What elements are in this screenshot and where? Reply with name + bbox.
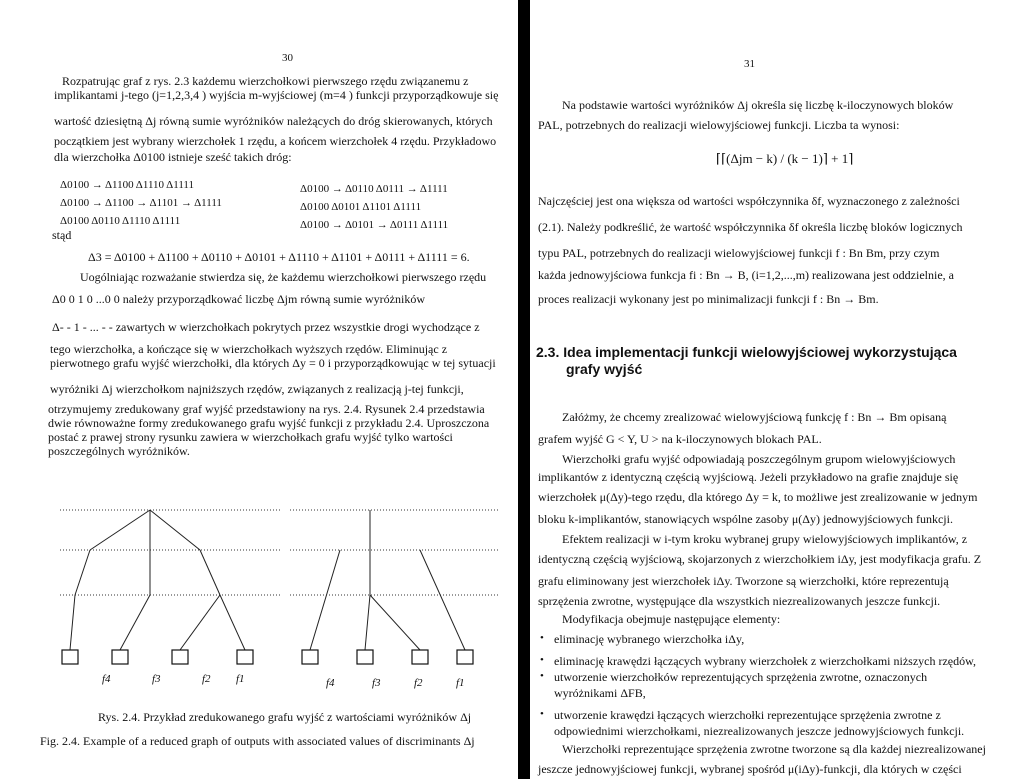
- right-line: każda jednowyjściowa funkcja fi : Bn → B, (i=1,2,...,m) realizowana jest oddzielnie, a: [538, 268, 954, 282]
- right-line: typu PAL, potrzebnych do realizacji wielowyjściowej funkcji f : Bn Bm, przy czym: [538, 246, 940, 260]
- right-line: identyczną częścią wyjściową, skojarzonych z wierzchołkiem iΔy, jest modyfikacja grafu. Z: [538, 552, 982, 566]
- left-paragraph2-line: tego wierzchołka, a kończące się w wierzchołkach wyższych rzędów. Eliminując z: [50, 342, 448, 356]
- reduced-graph-figure: [0, 480, 530, 700]
- page-number-right: 31: [744, 58, 755, 70]
- left-paragraph-line: Rozpatrując graf z rys. 2.3 każdemu wierzchołkowi pierwszego rzędu związanemu z: [62, 74, 469, 88]
- path-left-1: Δ0100 → Δ1100 Δ1110 Δ1111: [60, 179, 195, 191]
- bullet-icon: •: [540, 708, 544, 720]
- right-line: Najczęściej jest ona większa od wartości współczynnika δf, wyznaczonego z zależności: [538, 194, 960, 208]
- stad-label: stąd: [52, 228, 72, 242]
- right-page: [530, 0, 1024, 779]
- bullet-item: utworzenie wierzchołków reprezentujących sprzężenia zwrotne, oznaczonych: [554, 670, 928, 684]
- left-paragraph-line: początkiem jest wybrany wierzchołek 1 rzędu, a końcem wierzchołek 4 rzędu. Przykładowo: [54, 134, 497, 148]
- page-number-left: 30: [282, 52, 293, 64]
- figure-caption-pl: Rys. 2.4. Przykład zredukowanego grafu wyjść z wartościami wyróżników Δj: [98, 710, 472, 724]
- fig-label-f3-left: f3: [152, 673, 161, 685]
- left-paragraph2-line: otrzymujemy zredukowany graf wyjść przedstawiony na rys. 2.4. Rysunek 2.4 przedstawia: [48, 402, 485, 416]
- left-paragraph-line: implikantami j-tego (j=1,2,3,4 ) wyjścia m-wyjściowej (m=4 ) funkcji przyporządkowuje się: [54, 88, 499, 102]
- right-line: proces realizacji wykonany jest po minimalizacji funkcji f : Bn → Bm.: [538, 292, 879, 306]
- bullet-item: eliminację krawędzi łączących wybrany wierzchołek z wierzchołkami niższych rzędów,: [554, 654, 977, 668]
- fig-label-f2-right: f2: [414, 677, 423, 689]
- left-paragraph2-line: dwie równoważne formy zredukowanego grafu wyjść funkcji z przykładu 2.4. Uproszczona: [48, 416, 490, 430]
- left-paragraph2-line: pierwotnego grafu wyjść wierzchołki, dla których Δy = 0 i przyporządkowując w tej sytuacji: [50, 356, 496, 370]
- right-line: Wierzchołki grafu wyjść odpowiadają poszczególnym grupom wielowyjściowych: [562, 452, 956, 466]
- right-line: Wierzchołki reprezentujące sprzężenia zwrotne tworzone są dla każdej niezrealizowanej: [562, 742, 986, 756]
- delta3-equation: Δ3 = Δ0100 + Δ1100 + Δ0110 + Δ0101 + Δ1110 + Δ1101 + Δ0111 + Δ1111 = 6.: [88, 250, 470, 264]
- path-right-3: Δ0100 → Δ0101 → Δ0111 Δ1111: [300, 219, 449, 231]
- right-line: PAL, potrzebnych do realizacji wielowyjściowej funkcji. Liczba ta wynosi:: [538, 118, 900, 132]
- left-paragraph2-line: poszczególnych wyróżników.: [48, 444, 190, 458]
- right-line: sprzężenia zwrotne, występujące dla wszystkich niezrealizowanych jeszcze funkcji.: [538, 594, 941, 608]
- bullet-item: eliminację wybranego wierzchołka iΔy,: [554, 632, 745, 646]
- bullet-item: utworzenie krawędzi łączących wierzchołki reprezentujące sprzężenia zwrotne z: [554, 708, 941, 722]
- path-left-2: Δ0100 → Δ1100 → Δ1101 → Δ1111: [60, 197, 222, 209]
- right-line: bloku k-implikantów, stanowiących wspólne zasoby μ(Δy) jednowyjściowych funkcji.: [538, 512, 953, 526]
- left-paragraph2-line: Uogólniając rozważanie stwierdza się, że każdemu wierzchołkowi pierwszego rzędu: [80, 270, 487, 284]
- fig-label-f1-right: f1: [456, 677, 465, 689]
- bullet-item-cont: odpowiednimi wierzchołkami, niezrealizowanych jeszcze jednowyjściowych funkcji.: [554, 724, 965, 738]
- right-line: jeszcze jednowyjściowej funkcji, wybranej spośród μ(iΔy)-funkcji, dla których w części: [538, 762, 962, 776]
- section-heading: 2.3. Idea implementacji funkcji wielowyjściowej wykorzystująca: [536, 344, 957, 360]
- right-line: Na podstawie wartości wyróżników Δj określa się liczbę k-iloczynowych bloków: [562, 98, 954, 112]
- right-line: Załóżmy, że chcemy zrealizować wielowyjściową funkcję f : Bn → Bm opisaną: [562, 410, 947, 424]
- right-line: Modyfikacja obejmuje następujące elementy:: [562, 612, 781, 626]
- path-right-1: Δ0100 → Δ0110 Δ0111 → Δ1111: [300, 183, 448, 195]
- fig-label-f2-left: f2: [202, 673, 211, 685]
- right-line: grafu eliminowany jest wierzchołek iΔy. Tworzone są wierzchołki, które reprezentują: [538, 574, 949, 588]
- bullet-icon: •: [540, 670, 544, 682]
- right-line: wierzchołek μ(Δy)-tego rzędu, dla którego Δy = k, to możliwe jest zrealizowanie w jednym: [538, 490, 978, 504]
- pal-block-count-formula: ⌈⌈(Δjm − k) / (k − 1)⌉ + 1⌉: [716, 151, 854, 166]
- figure-caption-en: Fig. 2.4. Example of a reduced graph of outputs with associated values of discriminants Δj: [40, 734, 475, 748]
- left-paragraph-line: dla wierzchołka Δ0100 istnieje sześć takich dróg:: [54, 150, 292, 164]
- fig-label-f3-right: f3: [372, 677, 381, 689]
- left-paragraph2-line: wyróżniki Δj wierzchołkom najniższych rzędów, związanych z realizacją j-tej funkcji,: [50, 382, 464, 396]
- left-paragraph2-line: Δ- - 1 - ... - - zawartych w wierzchołkach pokrytych przez wszystkie drogi wychodzące z: [52, 320, 480, 334]
- right-line: (2.1). Należy podkreślić, że wartość współczynnika δf określa liczbę bloków logicznych: [538, 220, 963, 234]
- fig-label-f1-left: f1: [236, 673, 245, 685]
- left-paragraph2-line: Δ0 0 1 0 ...0 0 należy przyporządkować liczbę Δjm równą sumie wyróżników: [52, 292, 425, 306]
- left-paragraph-line: wartość dziesiętną Δj równą sumie wyróżników należących do dróg skierowanych, których: [54, 114, 493, 128]
- left-paragraph2-line: postać z prawej strony rysunku zawiera w wierzchołkach grafu wyjść tylko wartości: [48, 430, 453, 444]
- path-left-3: Δ0100 Δ0110 Δ1110 Δ1111: [60, 215, 181, 227]
- bullet-icon: •: [540, 654, 544, 666]
- fig-label-f4-right: f4: [326, 677, 335, 689]
- path-right-2: Δ0100 Δ0101 Δ1101 Δ1111: [300, 201, 422, 213]
- right-line: implikantów z identyczną częścią wyjściową. Jeżeli przykładowo na grafie znajduje się: [538, 470, 959, 484]
- section-heading-cont: grafy wyjść: [566, 361, 643, 377]
- bullet-item-cont: wyróżnikami ΔFB,: [554, 686, 646, 700]
- fig-label-f4-left: f4: [102, 673, 111, 685]
- bullet-icon: •: [540, 632, 544, 644]
- right-line: grafem wyjść G < Y, U > na k-iloczynowych blokach PAL.: [538, 432, 822, 446]
- right-line: Efektem realizacji w i-tym kroku wybranej grupy wielowyjściowych implikantów, z: [562, 532, 968, 546]
